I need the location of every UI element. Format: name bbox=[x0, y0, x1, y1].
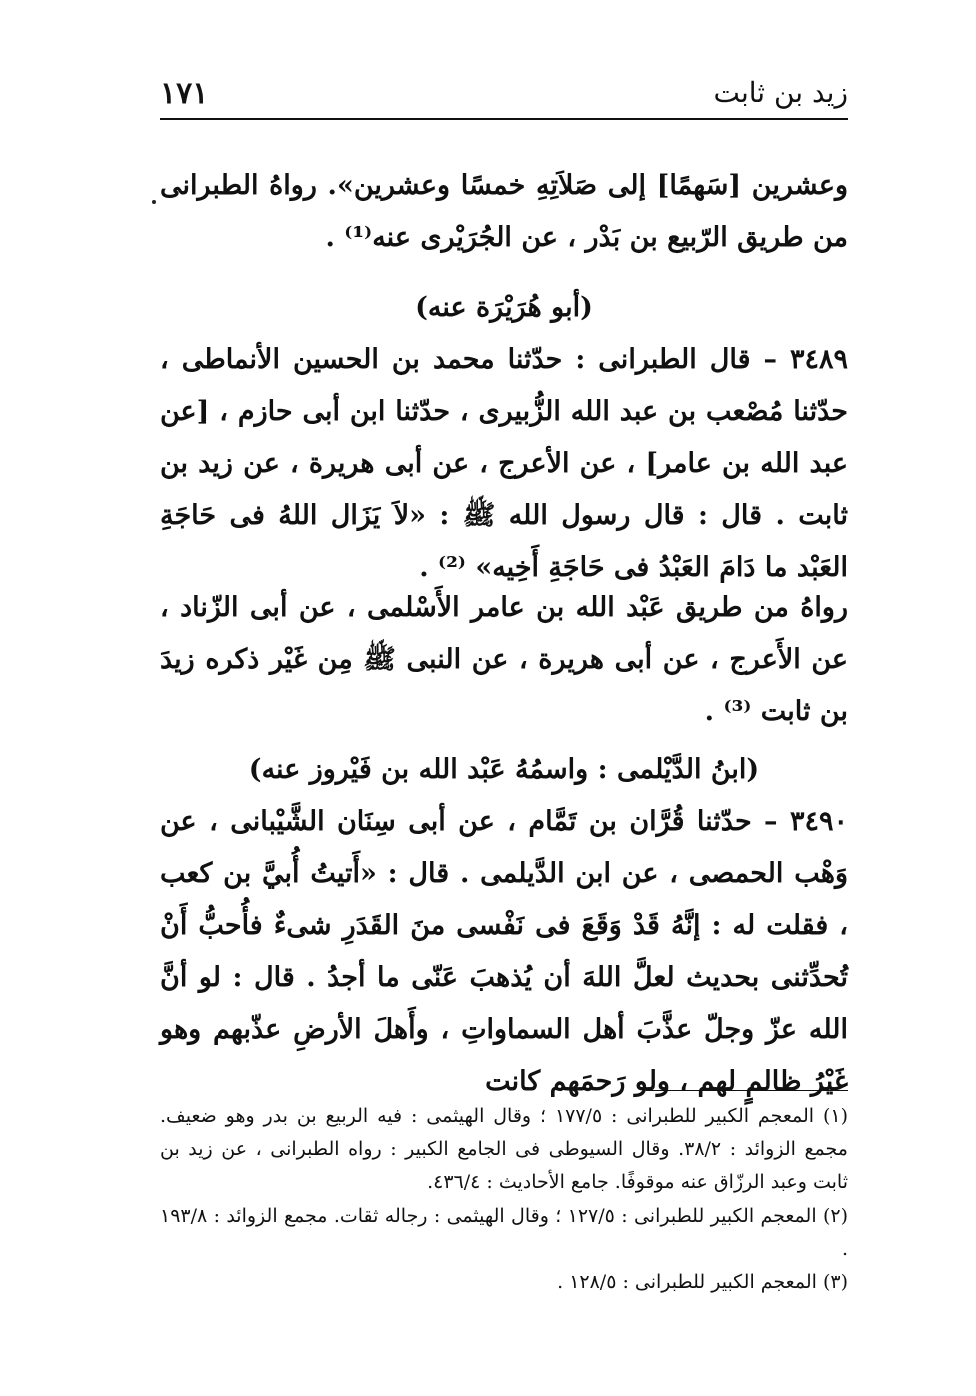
margin-dot bbox=[152, 200, 156, 204]
footnote-rule bbox=[646, 1090, 848, 1091]
footnote-1: (١) المعجم الكبير للطبرانى : ١٧٧/٥ ؛ وقال الهيثمى : فيه الربيع بن بدر وهو ضعيف. مجمع الزوائد : ٣٨/٢. وقال السيوطى فى الجامع الكبير : رواه الطبرانى ، عن زيد بن ثابت وعبد الرزّاق عنه موقوفًا. جامع الأحاديث : ٤٣٦/٤. bbox=[160, 1105, 848, 1193]
section-heading-abu-hurayra: (أبو هُرَيْرَة عنه) bbox=[415, 292, 593, 323]
footnote-3: (٣) المعجم الكبير للطبرانى : ١٢٨/٥ . bbox=[557, 1271, 848, 1293]
paragraph-riwayah: رواهُ من طريق عَبْد الله بن عامر الأَسْلمى ، عن أبى الزّناد ، عن الأَعرج ، عن أبى هريرة ، عن النبى ﷺ مِن غَيْر ذكره زيدَ بن ثابت ⁽³⁾ . bbox=[160, 592, 848, 727]
header-rule bbox=[160, 118, 848, 120]
section-heading-ibn-daylami: (ابنُ الدَّيْلمى : واسمُهُ عَبْد الله بن فَيْروز عنه) bbox=[248, 754, 760, 785]
paragraph-continuation: وعشرين [سَهمًا] إلى صَلاَتِهِ خمسًا وعشرين». رواهُ الطبرانى من طريق الرّبيع بن بَدْر ، عن الجُرَيْرى عنه⁽¹⁾ . bbox=[160, 170, 848, 253]
footnote-2: (٢) المعجم الكبير للطبرانى : ١٢٧/٥ ؛ وقال الهيثمى : رجاله ثقات. مجمع الزوائد : ١٩٣/٨ . bbox=[160, 1205, 848, 1260]
running-title: زيد بن ثابت bbox=[713, 76, 848, 109]
page-number: ١٧١ bbox=[160, 76, 209, 111]
hadith-3489: ٣٤٨٩ – قال الطبرانى : حدّثنا محمد بن الحسين الأنماطى ، حدّثنا مُصْعب بن عبد الله الزُّبيرى ، حدّثنا ابن أبى حازم ، [عن عبد الله بن عامر] ، عن الأعرج ، عن أبى هريرة ، عن زيد بن ثابت . قال : قال رسول الله ﷺ : «لاَ يَزَال اللهُ فى حَاجَةِ العَبْد ما دَامَ العَبْدُ فى حَاجَةِ أَخِيه» ⁽²⁾ . bbox=[160, 344, 848, 583]
running-header bbox=[160, 76, 848, 116]
hadith-3490: ٣٤٩٠ – حدّثنا قُرَّان بن تَمَّام ، عن أبى سِنَان الشَّيْبانى ، عن وَهْب الحمصى ، عن ابن الدَّيلمى . قال : «أَتيتُ أُبيَّ بن كعب ، فقلت له : إنَّهُ قَدْ وَقَعَ فى نَفْسى منَ القَدَرِ شىءٌ فأُحبُّ أَنْ تُحدِّثنى بحديث لعلَّ اللهَ أن يُذهبَ عَنّى ما أجدُ . قال : لو أنَّ الله عزّ وجلّ عذَّبَ أهل السماواتِ ، وأَهلَ الأرضِ عذّبهم وهو غَيْرُ ظالمٍ لهم ، ولو رَحمَهم كانت bbox=[160, 806, 848, 1097]
